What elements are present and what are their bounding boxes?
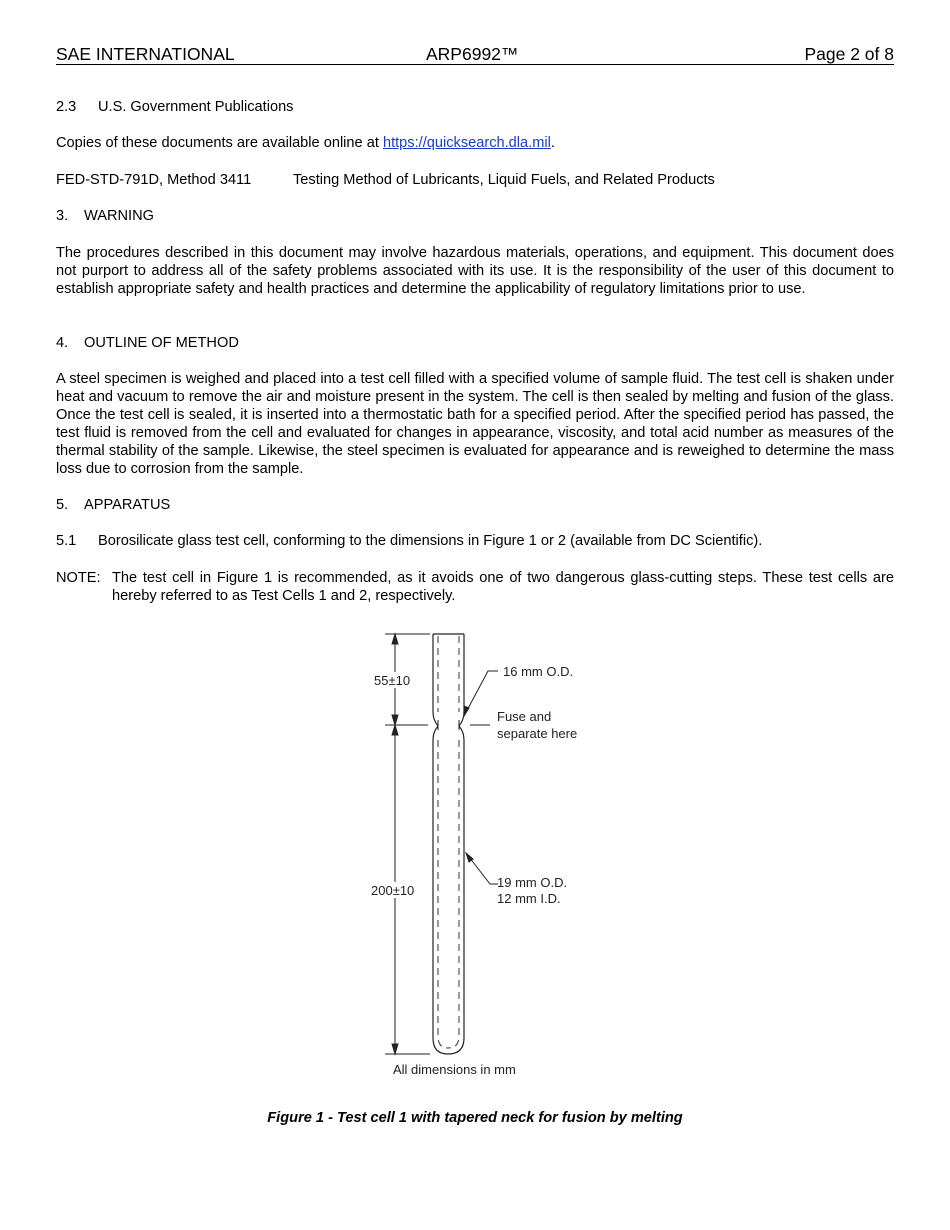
section-3-heading [56,207,894,225]
quicksearch-link[interactable]: https://quicksearch.dla.mil [382,135,551,151]
section-title: APPARATUS [84,497,171,513]
reference-title: Testing Method of Lubricants, Liquid Fuels, and Related Products [293,172,715,188]
dim-label-top: 55±10 [374,673,411,688]
section-number: 5. [56,497,69,513]
section-number: 2.3 [56,99,77,115]
label-16mm-od: 16 mm O.D. [503,664,574,679]
tube-outer-lower-left [433,726,448,1054]
reference-code: FED-STD-791D, Method 3411 [56,172,252,188]
dim-label-bottom: 200±10 [371,883,415,898]
label-19mm-od: 19 mm O.D. [497,875,568,890]
tube-outer-upper-right [459,634,464,726]
note-label: NOTE: [56,570,101,586]
copies-paragraph [56,134,894,152]
figure-1-test-cell-diagram [340,628,620,1093]
note-text: The test cell in Figure 1 is recommended, as it avoids one of two dangerous glass-cutting steps. These test cells are hereby referred to as Test Cells 1 and 2, respectively. [112,570,894,604]
section-number: 4. [56,335,69,351]
section-number: 3. [56,208,69,224]
units-note: All dimensions in mm [393,1062,516,1077]
figure-caption: Figure 1 - Test cell 1 with tapered neck for fusion by melting [267,1110,683,1126]
reference-entry [56,171,894,189]
item-number: 5.1 [56,533,77,549]
test-cell-drawing [340,628,620,1088]
section-title: OUTLINE OF METHOD [84,335,239,351]
header-org: SAE INTERNATIONAL [56,44,235,64]
tube-outer-upper-left [433,634,438,726]
item-5-1 [56,532,894,550]
tube-inner-lower-left [438,740,448,1048]
header-doc-id: ARP6992™ [426,44,519,64]
section-4-heading [56,334,894,352]
tube-outer-lower-right [448,726,464,1054]
section-title: WARNING [84,208,154,224]
warning-paragraph: The procedures described in this document may involve hazardous materials, operations, and equipment. This document does not purport to address all of the safety problems associated with its use. It is the responsibility of the user of this document to establish appropriate safety and health practices and determine the applicability of regulatory limitations prior to use. [56,245,894,297]
label-12mm-id: 12 mm I.D. [497,891,561,906]
label-separate-here: separate here [497,726,578,741]
section-2-3-heading [56,98,894,116]
copies-period: . [550,135,555,151]
outline-paragraph: A steel specimen is weighed and placed into a test cell filled with a specified volume of sample fluid. The test cell is shaken under heat and vacuum to remove the air and moisture present in the system. The cell is then sealed by melting and fusion of the glass. Once the test cell is sealed, it is inserted into a thermostatic bath for a specified period. After the specified period has passed, the test fluid is removed from the cell and evaluated for changes in appearance, viscosity, and total acid number as measures of the thermal stability of the sample. Likewise, the steel specimen is evaluated for appearance and is reweighed to determine the mass loss due to corrosion from the sample. [56,371,894,477]
page-header [56,44,894,65]
copies-text: Copies of these documents are available online at [56,135,383,151]
section-title: U.S. Government Publications [98,99,294,115]
header-page-number: Page 2 of 8 [804,44,894,64]
note-block [56,569,894,605]
section-5-heading [56,496,894,514]
item-text: Borosilicate glass test cell, conforming to the dimensions in Figure 1 or 2 (available from DC Scientific). [98,533,763,549]
tube-inner-lower-right [448,740,459,1048]
leader-16mm [464,671,498,716]
label-fuse-and: Fuse and [497,709,552,724]
